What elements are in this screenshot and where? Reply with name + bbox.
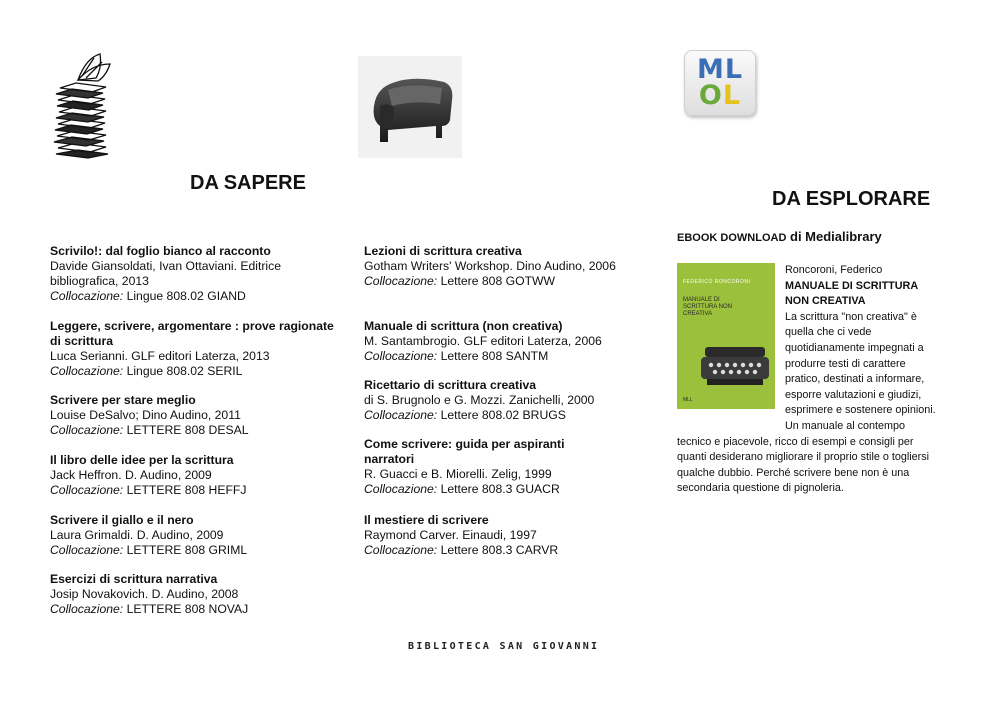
book-title: Come scrivere: guida per aspiranti narratori <box>364 437 565 466</box>
armchair-image <box>358 56 462 158</box>
book-title: Scrivere per stare meglio <box>50 393 196 407</box>
book-collocation: Collocazione: Lingue 808.02 SERIL <box>50 364 243 378</box>
book-title: Scrivere il giallo e il nero <box>50 513 194 527</box>
book-title: Il mestiere di scrivere <box>364 513 489 527</box>
book-collocation: Collocazione: Lettere 808 SANTM <box>364 349 549 363</box>
cover-publisher: MLL <box>683 397 693 403</box>
ebook-description: La scrittura "non creativa" è quella che ci vede quotidianamente impegnati a produrre testi di carattere pratico, destinati a informare, esporre valutazioni e giudizi, esprimere e sostenere opinioni. Un manuale al contempo tecnico e piacevole, ricco di esempi e consigli per quanti desiderano migliorare il proprio stile o togliersi qualche dubbio. Perché scrivere bene non è una secondaria questione di pignoleria. <box>677 310 936 495</box>
book-entry <box>50 453 340 498</box>
book-collocation: Collocazione: Lettere 808.02 BRUGS <box>364 408 566 422</box>
heading-da-sapere: DA SAPERE <box>190 172 306 194</box>
book-author: Gotham Writers' Workshop. Dino Audino, 2006 <box>364 259 616 273</box>
book-entry <box>364 378 634 423</box>
logo-letter-o: O <box>698 80 723 111</box>
book-author: M. Santambrogio. GLF editori Laterza, 2006 <box>364 334 602 348</box>
books-stack-image <box>48 50 118 160</box>
ebook-download-label: EBOOK DOWNLOAD <box>677 232 787 244</box>
cover-title: MANUALE DI SCRITTURA NON CREATIVA <box>683 297 733 317</box>
book-collocation: Collocazione: Lettere 808.3 CARVR <box>364 543 559 557</box>
logo-letter-l: L <box>722 80 742 111</box>
book-entry <box>50 393 340 438</box>
book-collocation: Collocazione: LETTERE 808 HEFFJ <box>50 483 247 497</box>
book-collocation: Collocazione: LETTERE 808 DESAL <box>50 423 249 437</box>
book-collocation: Collocazione: LETTERE 808 GRIML <box>50 543 248 557</box>
book-collocation: Collocazione: LETTERE 808 NOVAJ <box>50 602 249 616</box>
ebook-author: Roncoroni, Federico <box>785 264 883 276</box>
book-title: Il libro delle idee per la scrittura <box>50 453 234 467</box>
book-title: Esercizi di scrittura narrativa <box>50 572 218 586</box>
book-title: Lezioni di scrittura creativa <box>364 244 522 258</box>
book-author: Josip Novakovich. D. Audino, 2008 <box>50 587 239 601</box>
book-collocation: Collocazione: Lingue 808.02 GIAND <box>50 289 246 303</box>
book-entry <box>364 244 634 289</box>
ebook-download-line <box>677 229 882 244</box>
book-title: Scrivilo!: dal foglio bianco al racconto <box>50 244 271 258</box>
book-entry <box>364 437 614 497</box>
cover-author: FEDERICO RONCORONI <box>683 279 751 285</box>
heading-da-esplorare: DA ESPLORARE <box>772 188 931 210</box>
book-author: di S. Brugnolo e G. Mozzi. Zanichelli, 2000 <box>364 393 595 407</box>
book-collocation: Collocazione: Lettere 808 GOTWW <box>364 274 556 288</box>
book-author: Davide Giansoldati, Ivan Ottaviani. Editrice bibliografica, 2013 <box>50 259 281 288</box>
book-author: Louise DeSalvo; Dino Audino, 2011 <box>50 408 241 422</box>
book-title: Manuale di scrittura (non creativa) <box>364 319 563 333</box>
logo-letter-m: ML <box>696 54 744 85</box>
medialibrary-label: di Medialibrary <box>786 229 882 244</box>
book-author: Luca Serianni. GLF editori Laterza, 2013 <box>50 349 270 363</box>
book-title: Leggere, scrivere, argomentare : prove ragionate di scrittura <box>50 319 334 348</box>
book-author: R. Guacci e B. Miorelli. Zelig, 1999 <box>364 467 552 481</box>
book-entry <box>364 319 634 364</box>
book-entry <box>50 513 340 558</box>
book-collocation: Collocazione: Lettere 808.3 GUACR <box>364 482 560 496</box>
footer-library-name: BIBLIOTECA SAN GIOVANNI <box>408 641 600 652</box>
mlol-logo <box>684 50 756 116</box>
book-author: Laura Grimaldi. D. Audino, 2009 <box>50 528 224 542</box>
book-author: Jack Heffron. D. Audino, 2009 <box>50 468 212 482</box>
book-title: Ricettario di scrittura creativa <box>364 378 537 392</box>
book-entry <box>50 244 340 304</box>
ebook-title: MANUALE DI SCRITTURA NON CREATIVA <box>785 279 918 308</box>
ebook-description-block <box>677 262 939 497</box>
book-author: Raymond Carver. Einaudi, 1997 <box>364 528 537 542</box>
book-entry <box>50 319 340 379</box>
book-entry <box>364 513 634 558</box>
book-entry <box>50 572 340 617</box>
